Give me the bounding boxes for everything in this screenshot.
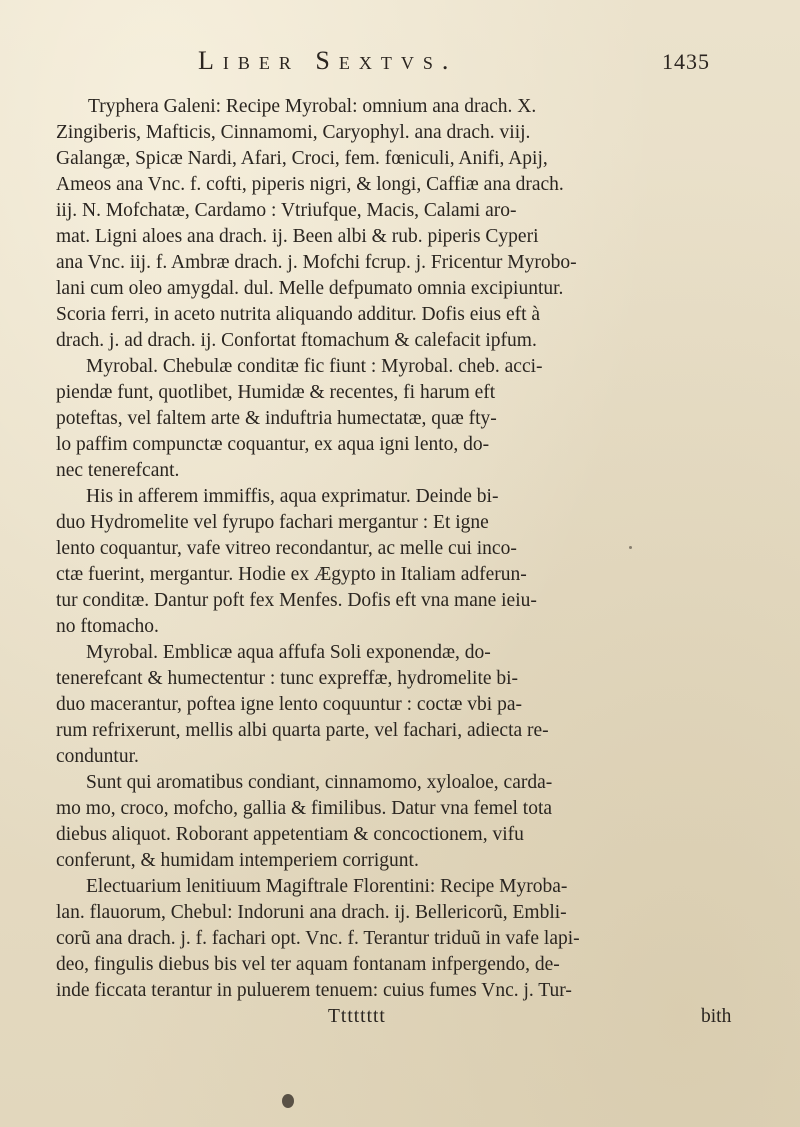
text-line: conduntur. xyxy=(56,746,139,767)
text-line: lani cum oleo amygdal. dul. Melle defpumato omnia excipiuntur. xyxy=(56,278,564,299)
text-line: His in afferem immiffis, aqua exprimatur. Deinde bi- xyxy=(86,486,499,507)
text-line: Electuarium lenitiuum Magiftrale Florentini: Recipe Myroba- xyxy=(86,876,568,897)
text-line: mat. Ligni aloes ana drach. ij. Been albi & rub. piperis Cyperi xyxy=(56,226,539,247)
text-line: no ftomacho. xyxy=(56,616,159,637)
text-line: rum refrixerunt, mellis albi quarta parte, vel fachari, adiecta re- xyxy=(56,720,549,741)
text-line: Scoria ferri, in aceto nutrita aliquando additur. Dofis eius eft à xyxy=(56,304,541,325)
text-line: Zingiberis, Mafticis, Cinnamomi, Caryophyl. ana drach. viij. xyxy=(56,122,531,143)
signature-mark: Tttttttt xyxy=(328,1006,386,1027)
text-line: nec tenerefcant. xyxy=(56,460,180,481)
running-head xyxy=(0,46,800,86)
ink-speck xyxy=(629,546,632,549)
text-line: Myrobal. Emblicæ aqua affufa Soli exponendæ, do- xyxy=(86,642,491,663)
text-line: tenerefcant & humectentur : tunc expreffæ, hydromelite bi- xyxy=(56,668,519,689)
text-line: drach. j. ad drach. ij. Confortat ftomachum & calefacit ipfum. xyxy=(56,330,537,351)
text-line: ctæ fuerint, mergantur. Hodie ex Ægypto in Italiam adferun- xyxy=(56,564,527,585)
text-line: lan. flauorum, Chebul: Indoruni ana drach. ij. Bellericorũ, Embli- xyxy=(56,902,567,923)
text-line: ana Vnc. iij. f. Ambræ drach. j. Mofchi fcrup. j. Fricentur Myrobo- xyxy=(56,252,577,273)
ink-spot xyxy=(282,1094,294,1108)
text-line: Ameos ana Vnc. f. cofti, piperis nigri, & longi, Caffiæ ana drach. xyxy=(56,174,564,195)
text-line: iij. N. Mofchatæ, Cardamo : Vtriufque, Macis, Calami aro- xyxy=(56,200,517,221)
text-line: poteftas, vel faltem arte & induftria humectatæ, quæ fty- xyxy=(56,408,497,429)
text-line: duo macerantur, poftea igne lento coquuntur : coctæ vbi pa- xyxy=(56,694,522,715)
text-line: conferunt, & humidam intemperiem corrigunt. xyxy=(56,850,419,871)
text-line: Galangæ, Spicæ Nardi, Afari, Croci, fem. fœniculi, Anifi, Apij, xyxy=(56,148,548,169)
text-line: lento coquantur, vafe vitreo recondantur, ac melle cui inco- xyxy=(56,538,517,559)
running-head-title: Liber Sextvs. xyxy=(198,46,458,75)
text-line: piendæ funt, quotlibet, Humidæ & recentes, fi harum eft xyxy=(56,382,496,403)
page-number: 1435 xyxy=(662,49,710,74)
text-line: Sunt qui aromatibus condiant, cinnamomo, xyloaloe, carda- xyxy=(86,772,553,793)
catchword: bith xyxy=(701,1006,732,1027)
text-line: diebus aliquot. Roborant appetentiam & concoctionem, vifu xyxy=(56,824,524,845)
text-line: deo, fingulis diebus bis vel ter aquam fontanam infpergendo, de- xyxy=(56,954,560,975)
text-line: mo mo, croco, mofcho, gallia & fimilibus. Datur vna femel tota xyxy=(56,798,553,819)
text-line: tur conditæ. Dantur poft fex Menfes. Dofis eft vna mane ieiu- xyxy=(56,590,537,611)
text-line: Tryphera Galeni: Recipe Myrobal: omnium ana drach. X. xyxy=(88,96,537,117)
text-line: inde ficcata terantur in puluerem tenuem: cuius fumes Vnc. j. Tur- xyxy=(56,980,572,1001)
text-line: Myrobal. Chebulæ conditæ fic fiunt : Myrobal. cheb. acci- xyxy=(86,356,543,377)
text-line: lo paffim compunctæ coquantur, ex aqua igni lento, do- xyxy=(56,434,490,455)
text-line: corũ ana drach. j. f. fachari opt. Vnc. f. Terantur triduũ in vafe lapi- xyxy=(56,928,580,949)
text-line: duo Hydromelite vel fyrupo fachari mergantur : Et igne xyxy=(56,512,489,533)
